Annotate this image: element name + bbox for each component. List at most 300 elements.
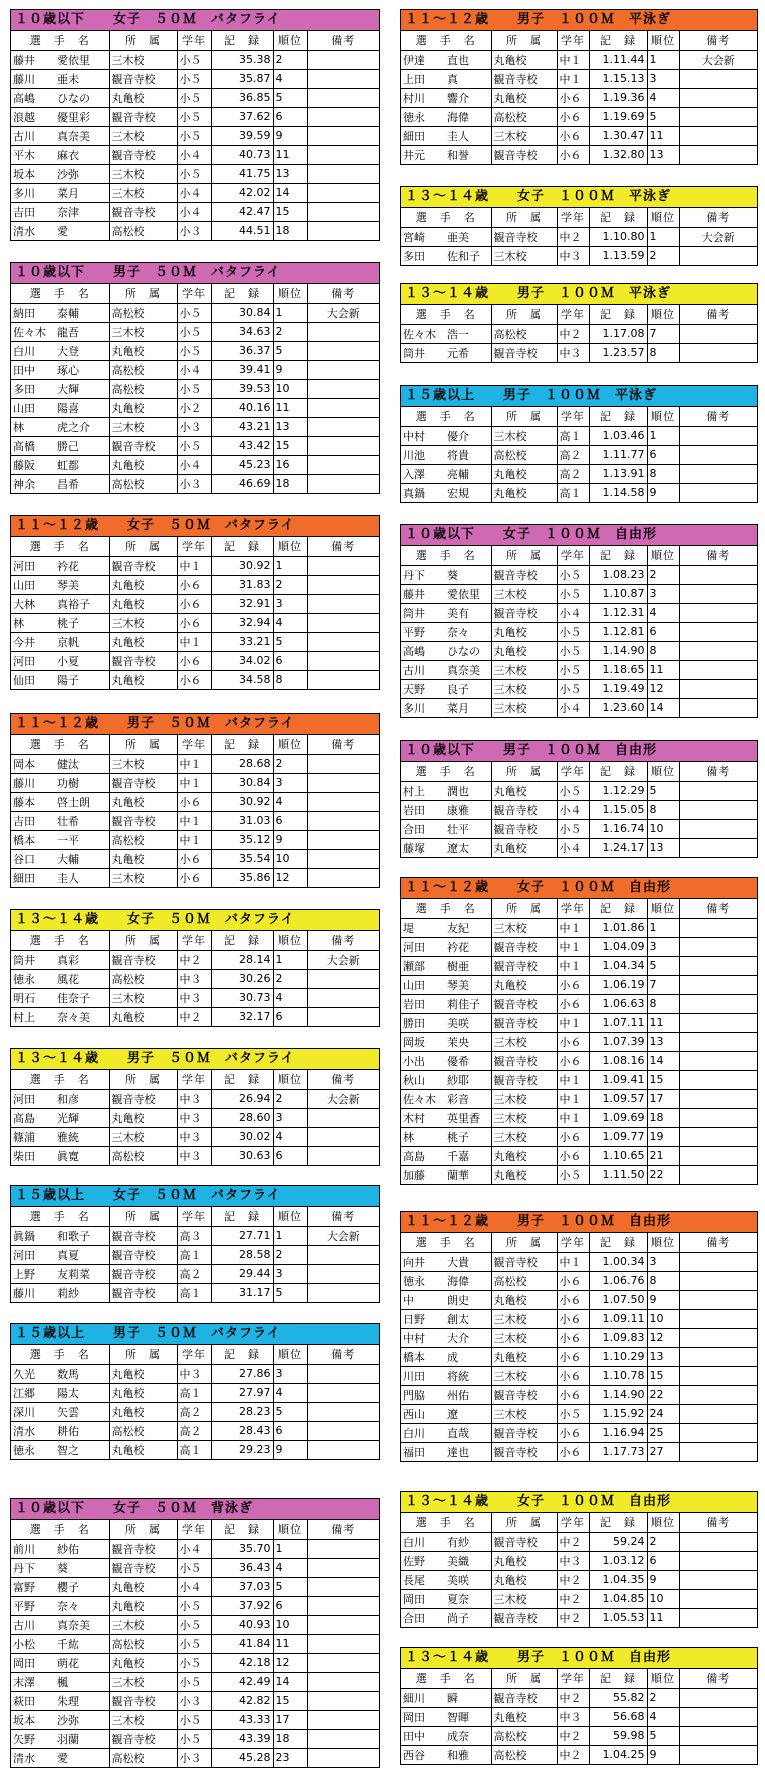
swimmer-name-cell: 村川 響介 — [401, 88, 491, 107]
grade-cell: 高１ — [177, 1245, 211, 1264]
rank-cell: 9 — [273, 360, 307, 379]
event-title: １０歳以下 女子 ５０Ｍ 背泳ぎ — [11, 1499, 379, 1520]
team-cell: 丸亀校 — [491, 781, 557, 800]
column-header-rank: 順位 — [647, 899, 679, 918]
rank-cell: 17 — [273, 1710, 307, 1729]
table-row — [401, 1532, 757, 1551]
swimmer-name-cell: 佐々木 彩音 — [401, 1089, 491, 1108]
record-cell: 43.33 — [211, 1710, 273, 1729]
column-header-grade: 学年 — [557, 407, 589, 426]
team-cell: 三木校 — [491, 660, 557, 679]
column-header-swimmer-name: 選 手 名 — [11, 1070, 109, 1089]
grade-cell: 高１ — [557, 483, 589, 502]
column-header-swimmer-name: 選 手 名 — [11, 1345, 109, 1364]
rank-cell: 10 — [647, 1589, 679, 1608]
rank-cell: 17 — [647, 1089, 679, 1108]
grade-cell: 小５ — [557, 641, 589, 660]
rank-cell: 25 — [647, 1423, 679, 1442]
rank-cell: 3 — [273, 1364, 307, 1383]
team-cell: 高松校 — [491, 107, 557, 126]
team-cell: 観音寺校 — [109, 1539, 177, 1558]
rank-cell: 5 — [647, 1726, 679, 1745]
note-cell — [307, 202, 379, 221]
record-cell: 41.84 — [211, 1634, 273, 1653]
rank-cell: 12 — [647, 1328, 679, 1347]
table-row — [401, 937, 757, 956]
swimmer-name-cell: 高島 光輝 — [11, 1108, 109, 1127]
team-cell: 三木校 — [491, 246, 557, 265]
grade-cell: 小５ — [177, 1653, 211, 1672]
table-header-row — [401, 1669, 757, 1688]
table-row — [11, 1558, 379, 1577]
grade-cell: 中１ — [557, 50, 589, 69]
rank-cell: 3 — [273, 773, 307, 792]
results-block — [400, 283, 758, 363]
note-cell — [679, 1726, 757, 1745]
column-header-swimmer-name: 選 手 名 — [11, 31, 109, 50]
rank-cell: 24 — [647, 1404, 679, 1423]
record-cell: 35.70 — [211, 1539, 273, 1558]
note-cell — [307, 1108, 379, 1127]
note-cell — [679, 1423, 757, 1442]
results-table — [11, 1207, 379, 1302]
note-cell — [307, 341, 379, 360]
swimmer-name-cell: 川池 将貴 — [401, 445, 491, 464]
note-cell — [679, 1532, 757, 1551]
column-header-record: 記 録 — [589, 899, 647, 918]
table-row — [11, 1710, 379, 1729]
grade-cell: 中２ — [177, 950, 211, 969]
grade-cell: 中１ — [557, 69, 589, 88]
note-cell — [307, 613, 379, 632]
column-header-swimmer-name: 選 手 名 — [401, 1669, 491, 1688]
rank-cell: 15 — [647, 1366, 679, 1385]
team-cell: 観音寺校 — [491, 956, 557, 975]
swimmer-name-cell: 久光 数馬 — [11, 1364, 109, 1383]
note-cell — [679, 107, 757, 126]
note-cell — [307, 1615, 379, 1634]
team-cell: 三木校 — [491, 1089, 557, 1108]
grade-cell: 小６ — [557, 1271, 589, 1290]
swimmer-name-cell: 中村 大介 — [401, 1328, 491, 1347]
column-header-note: 備考 — [679, 1513, 757, 1532]
event-title: １３～１４歳 男子 １００Ｍ 自由形 — [401, 1648, 757, 1669]
note-cell — [679, 1127, 757, 1146]
grade-cell: 中２ — [177, 1007, 211, 1026]
rank-cell: 3 — [647, 937, 679, 956]
swimmer-name-cell: 村上 潤也 — [401, 781, 491, 800]
table-row — [11, 183, 379, 202]
grade-cell: 小６ — [557, 1328, 589, 1347]
event-title: １１～１２歳 女子 １００Ｍ 自由形 — [401, 878, 757, 899]
swimmer-name-cell: 岡坂 茉央 — [401, 1032, 491, 1051]
column-header-record: 記 録 — [589, 1669, 647, 1688]
note-cell — [307, 50, 379, 69]
swimmer-name-cell: 藤阪 虹都 — [11, 455, 109, 474]
table-row — [11, 1146, 379, 1165]
swimmer-name-cell: 岡田 夏奈 — [401, 1589, 491, 1608]
table-row — [11, 1577, 379, 1596]
record-cell: 42.18 — [211, 1653, 273, 1672]
grade-cell: 高２ — [177, 1421, 211, 1440]
team-cell: 観音寺校 — [491, 145, 557, 164]
table-row — [401, 1108, 757, 1127]
swimmer-name-cell: 清水 愛 — [11, 1748, 109, 1767]
team-cell: 丸亀校 — [109, 575, 177, 594]
swimmer-name-cell: 中村 優介 — [401, 426, 491, 445]
grade-cell: 小４ — [177, 455, 211, 474]
table-row — [11, 670, 379, 689]
column-header-swimmer-name: 選 手 名 — [11, 1207, 109, 1226]
rank-cell: 4 — [273, 792, 307, 811]
record-cell: 1.07.50 — [589, 1290, 647, 1309]
grade-cell: 小６ — [177, 792, 211, 811]
record-cell: 1.19.49 — [589, 679, 647, 698]
rank-cell: 13 — [647, 1032, 679, 1051]
rank-cell: 18 — [273, 1729, 307, 1748]
note-cell — [307, 164, 379, 183]
results-table — [11, 537, 379, 689]
grade-cell: 小５ — [557, 660, 589, 679]
grade-cell: 中１ — [557, 956, 589, 975]
event-title: １１～１２歳 男子 １００Ｍ 平泳ぎ — [401, 10, 757, 31]
record-cell: 1.18.65 — [589, 660, 647, 679]
note-cell — [679, 1551, 757, 1570]
table-row — [11, 379, 379, 398]
column-header-note: 備考 — [307, 1520, 379, 1539]
record-cell: 1.23.57 — [589, 343, 647, 362]
record-cell: 1.32.80 — [589, 145, 647, 164]
column-header-note: 備考 — [679, 31, 757, 50]
team-cell: 高松校 — [109, 1634, 177, 1653]
table-row — [11, 322, 379, 341]
rank-cell: 18 — [273, 474, 307, 493]
team-cell: 高松校 — [109, 1421, 177, 1440]
column-header-team: 所 属 — [109, 1345, 177, 1364]
grade-cell: 中１ — [177, 773, 211, 792]
swimmer-name-cell: 合田 尚子 — [401, 1608, 491, 1627]
grade-cell: 小６ — [557, 1032, 589, 1051]
column-header-record: 記 録 — [211, 31, 273, 50]
rank-cell: 22 — [647, 1165, 679, 1184]
note-cell — [679, 1252, 757, 1271]
column-header-swimmer-name: 選 手 名 — [401, 208, 491, 227]
table-row — [11, 455, 379, 474]
rank-cell: 9 — [273, 830, 307, 849]
note-cell — [679, 660, 757, 679]
grade-cell: 中３ — [177, 1364, 211, 1383]
team-cell: 三木校 — [491, 426, 557, 445]
table-row — [11, 792, 379, 811]
record-cell: 32.17 — [211, 1007, 273, 1026]
team-cell: 観音寺校 — [491, 69, 557, 88]
column-header-team: 所 属 — [109, 537, 177, 556]
grade-cell: 中１ — [177, 811, 211, 830]
note-cell — [307, 1440, 379, 1459]
team-cell: 観音寺校 — [109, 950, 177, 969]
record-cell: 30.02 — [211, 1127, 273, 1146]
results-block — [400, 1647, 758, 1765]
grade-cell: 小３ — [177, 221, 211, 240]
rank-cell: 2 — [273, 1089, 307, 1108]
column-header-record: 記 録 — [589, 546, 647, 565]
swimmer-name-cell: 福田 達也 — [401, 1442, 491, 1461]
column-header-record: 記 録 — [211, 1520, 273, 1539]
note-cell — [307, 830, 379, 849]
team-cell: 三木校 — [491, 1589, 557, 1608]
results-block — [400, 1211, 758, 1462]
rank-cell: 6 — [273, 1007, 307, 1026]
column-header-swimmer-name: 選 手 名 — [11, 1520, 109, 1539]
column-header-grade: 学年 — [557, 1513, 589, 1532]
grade-cell: 小３ — [177, 1748, 211, 1767]
swimmer-name-cell: 深川 矢雲 — [11, 1402, 109, 1421]
record-cell: 39.53 — [211, 379, 273, 398]
event-title: １１～１２歳 女子 ５０Ｍ バタフライ — [11, 516, 379, 537]
team-cell: 三木校 — [109, 1672, 177, 1691]
grade-cell: 小６ — [177, 849, 211, 868]
column-header-rank: 順位 — [273, 1520, 307, 1539]
swimmer-name-cell: 岡本 健汰 — [11, 754, 109, 773]
team-cell: 三木校 — [109, 417, 177, 436]
note-cell — [307, 1402, 379, 1421]
swimmer-name-cell: 明石 佳奈子 — [11, 988, 109, 1007]
swimmer-name-cell: 江郷 陽太 — [11, 1383, 109, 1402]
note-cell — [679, 1745, 757, 1764]
event-title: １３～１４歳 女子 １００Ｍ 自由形 — [401, 1492, 757, 1513]
results-block — [10, 1498, 380, 1768]
column-header-swimmer-name: 選 手 名 — [401, 546, 491, 565]
table-row — [401, 107, 757, 126]
column-header-record: 記 録 — [211, 1345, 273, 1364]
team-cell: 観音寺校 — [109, 1226, 177, 1245]
grade-cell: 小３ — [177, 1691, 211, 1710]
grade-cell: 小５ — [557, 781, 589, 800]
table-row — [401, 1442, 757, 1461]
grade-cell: 小６ — [557, 994, 589, 1013]
team-cell: 丸亀校 — [109, 1402, 177, 1421]
table-row — [11, 221, 379, 240]
swimmer-name-cell: 白川 有紗 — [401, 1532, 491, 1551]
table-row — [401, 1726, 757, 1745]
column-header-record: 記 録 — [589, 305, 647, 324]
swimmer-name-cell: 日野 創太 — [401, 1309, 491, 1328]
results-block — [400, 1491, 758, 1628]
column-header-swimmer-name: 選 手 名 — [11, 537, 109, 556]
team-cell: 観音寺校 — [109, 556, 177, 575]
team-cell: 観音寺校 — [109, 651, 177, 670]
swimmer-name-cell: 木村 英里香 — [401, 1108, 491, 1127]
table-row — [11, 417, 379, 436]
table-row — [11, 398, 379, 417]
swimmer-name-cell: 清水 愛 — [11, 221, 109, 240]
team-cell: 丸亀校 — [491, 88, 557, 107]
swimmer-name-cell: 筒井 美有 — [401, 603, 491, 622]
swimmer-name-cell: 山田 陽喜 — [11, 398, 109, 417]
rank-cell: 21 — [647, 1146, 679, 1165]
record-cell: 37.03 — [211, 1577, 273, 1596]
table-row — [11, 773, 379, 792]
grade-cell: 高２ — [177, 1264, 211, 1283]
team-cell: 三木校 — [491, 126, 557, 145]
swimmer-name-cell: 村上 奈々美 — [11, 1007, 109, 1026]
rank-cell: 11 — [647, 1013, 679, 1032]
record-cell: 1.08.16 — [589, 1051, 647, 1070]
table-row — [11, 830, 379, 849]
results-block — [400, 9, 758, 165]
swimmer-name-cell: 前川 紗佑 — [11, 1539, 109, 1558]
rank-cell: 5 — [273, 632, 307, 651]
rank-cell: 11 — [273, 398, 307, 417]
note-cell — [307, 1146, 379, 1165]
rank-cell: 6 — [273, 1596, 307, 1615]
record-cell: 30.84 — [211, 773, 273, 792]
table-row — [401, 1347, 757, 1366]
team-cell: 丸亀校 — [491, 975, 557, 994]
rank-cell: 4 — [273, 1127, 307, 1146]
swimmer-name-cell: 細川 瞬 — [401, 1688, 491, 1707]
team-cell: 三木校 — [109, 988, 177, 1007]
swimmer-name-cell: 徳永 風花 — [11, 969, 109, 988]
record-cell: 36.43 — [211, 1558, 273, 1577]
table-row — [401, 1127, 757, 1146]
grade-cell: 中１ — [557, 1252, 589, 1271]
swimmer-name-cell: 藤井 愛依里 — [401, 584, 491, 603]
record-cell: 1.04.25 — [589, 1745, 647, 1764]
note-cell — [307, 126, 379, 145]
record-cell: 1.04.34 — [589, 956, 647, 975]
grade-cell: 小４ — [177, 1539, 211, 1558]
grade-cell: 小５ — [177, 322, 211, 341]
swimmer-name-cell: 多川 菜月 — [401, 698, 491, 717]
rank-cell: 7 — [647, 324, 679, 343]
swimmer-name-cell: 藤川 功樹 — [11, 773, 109, 792]
team-cell: 三木校 — [109, 164, 177, 183]
column-header-note: 備考 — [679, 762, 757, 781]
record-cell: 1.08.23 — [589, 565, 647, 584]
note-cell — [307, 1748, 379, 1767]
grade-cell: 中３ — [177, 1089, 211, 1108]
grade-cell: 中１ — [177, 632, 211, 651]
table-row — [401, 464, 757, 483]
team-cell: 観音寺校 — [491, 819, 557, 838]
rank-cell: 3 — [273, 1108, 307, 1127]
note-cell: 大会新 — [307, 1089, 379, 1108]
note-cell — [679, 622, 757, 641]
swimmer-name-cell: 多川 菜月 — [11, 183, 109, 202]
note-cell — [679, 994, 757, 1013]
team-cell: 観音寺校 — [491, 1688, 557, 1707]
grade-cell: 小４ — [177, 202, 211, 221]
note-cell — [307, 1421, 379, 1440]
column-header-team: 所 属 — [109, 284, 177, 303]
note-cell — [679, 1570, 757, 1589]
swimmer-name-cell: 河田 真夏 — [11, 1245, 109, 1264]
record-cell: 1.11.77 — [589, 445, 647, 464]
rank-cell: 18 — [647, 1108, 679, 1127]
grade-cell: 中２ — [557, 324, 589, 343]
swimmer-name-cell: 多田 佐和子 — [401, 246, 491, 265]
grade-cell: 高１ — [177, 1283, 211, 1302]
note-cell — [307, 69, 379, 88]
record-cell: 28.43 — [211, 1421, 273, 1440]
swimmer-name-cell: 坂本 沙弥 — [11, 1710, 109, 1729]
results-block — [10, 1048, 380, 1166]
note-cell — [679, 1290, 757, 1309]
team-cell: 観音寺校 — [491, 565, 557, 584]
note-cell — [679, 838, 757, 857]
table-row — [11, 474, 379, 493]
column-header-rank: 順位 — [273, 284, 307, 303]
record-cell: 1.15.13 — [589, 69, 647, 88]
rank-cell: 14 — [273, 183, 307, 202]
note-cell — [307, 969, 379, 988]
rank-cell: 5 — [647, 781, 679, 800]
rank-cell: 5 — [647, 956, 679, 975]
note-cell — [307, 417, 379, 436]
table-row — [11, 1596, 379, 1615]
team-cell: 高松校 — [109, 969, 177, 988]
rank-cell: 1 — [273, 1539, 307, 1558]
note-cell — [307, 1577, 379, 1596]
swimmer-name-cell: 藤川 莉紗 — [11, 1283, 109, 1302]
team-cell: 丸亀校 — [491, 622, 557, 641]
swimmer-name-cell: 入澤 亮輔 — [401, 464, 491, 483]
column-header-rank: 順位 — [273, 1207, 307, 1226]
rank-cell: 2 — [647, 565, 679, 584]
table-header-row — [401, 407, 757, 426]
note-cell — [307, 1558, 379, 1577]
swimmer-name-cell: 徳永 智之 — [11, 1440, 109, 1459]
team-cell: 観音寺校 — [109, 1264, 177, 1283]
note-cell — [307, 1264, 379, 1283]
swimmer-name-cell: 白川 直哉 — [401, 1423, 491, 1442]
grade-cell: 小６ — [177, 651, 211, 670]
grade-cell: 小４ — [177, 1577, 211, 1596]
grade-cell: 小４ — [557, 698, 589, 717]
team-cell: 高松校 — [491, 1745, 557, 1764]
note-cell — [679, 1589, 757, 1608]
column-header-grade: 学年 — [177, 1520, 211, 1539]
grade-cell: 中１ — [177, 830, 211, 849]
rank-cell: 3 — [273, 1264, 307, 1283]
rank-cell: 11 — [647, 126, 679, 145]
results-table — [401, 407, 757, 502]
rank-cell: 5 — [647, 107, 679, 126]
team-cell: 高松校 — [109, 1146, 177, 1165]
team-cell: 三木校 — [109, 613, 177, 632]
team-cell: 高松校 — [109, 360, 177, 379]
column-header-team: 所 属 — [491, 1233, 557, 1252]
results-table — [11, 284, 379, 493]
table-row — [401, 1271, 757, 1290]
column-header-team: 所 属 — [491, 31, 557, 50]
column-header-rank: 順位 — [647, 1233, 679, 1252]
table-row — [401, 1252, 757, 1271]
rank-cell: 1 — [273, 1226, 307, 1245]
note-cell — [679, 1032, 757, 1051]
swimmer-name-cell: 橋本 一平 — [11, 830, 109, 849]
event-title: １１～１２歳 男子 １００Ｍ 自由形 — [401, 1212, 757, 1233]
event-title: １３～１４歳 男子 １００Ｍ 平泳ぎ — [401, 284, 757, 305]
grade-cell: 小５ — [557, 819, 589, 838]
swimmer-name-cell: 篠浦 雅統 — [11, 1127, 109, 1146]
table-row — [11, 651, 379, 670]
column-header-rank: 順位 — [647, 208, 679, 227]
record-cell: 1.13.91 — [589, 464, 647, 483]
record-cell: 35.86 — [211, 868, 273, 887]
rank-cell: 5 — [273, 1577, 307, 1596]
